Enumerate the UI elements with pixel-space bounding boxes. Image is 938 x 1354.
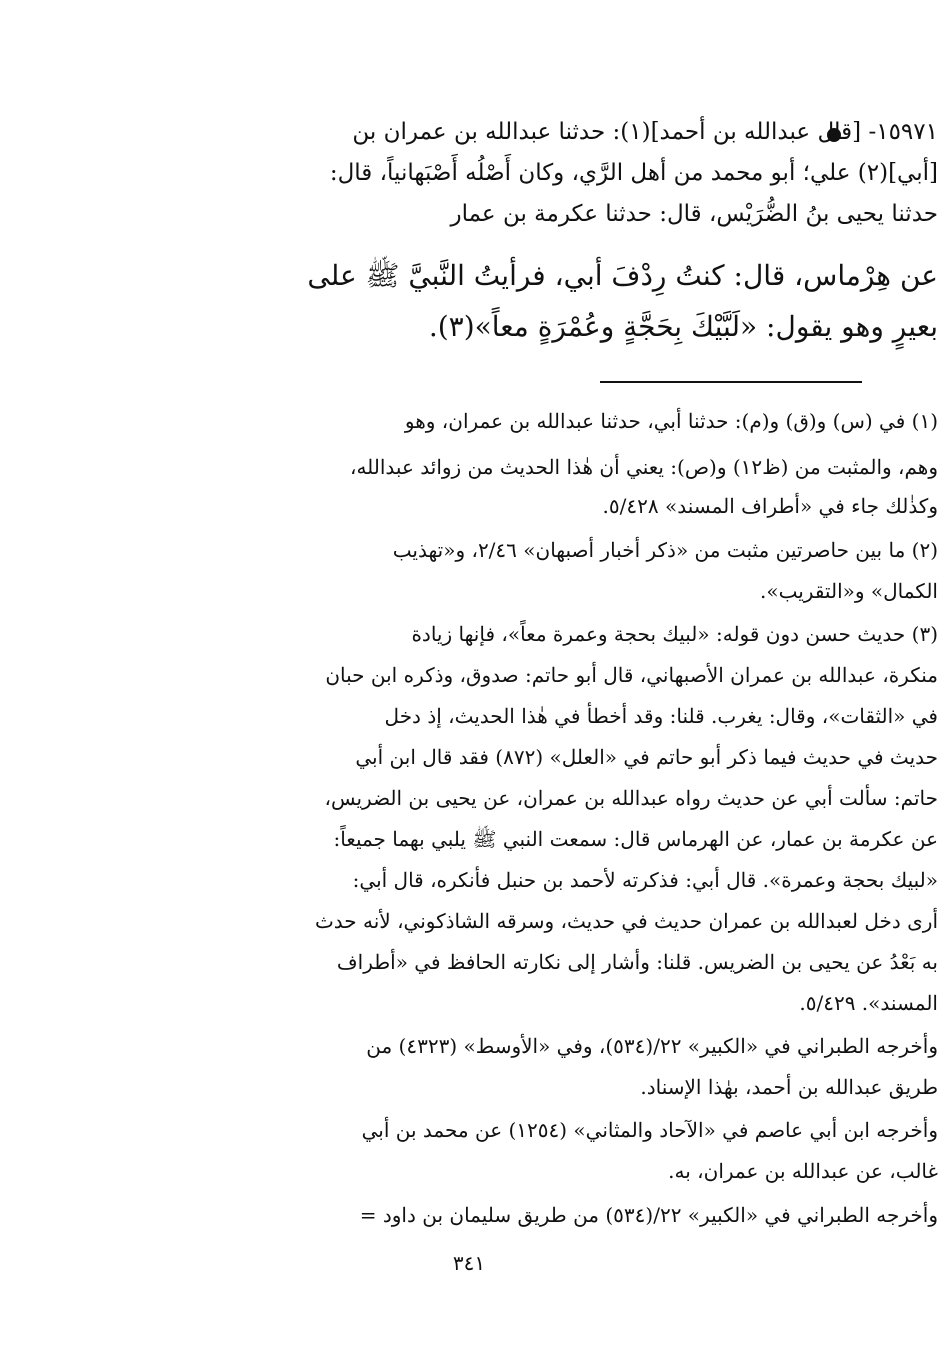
footnote-line: (٣) حديث حسن دون قوله: «لبيك بحجة وعمرة معاً»، فإنها زيادة bbox=[411, 622, 938, 646]
isnad-line: حدثنا يحيى بنُ الضُّرَيْس، قال: حدثنا عكرمة بن عمار bbox=[450, 201, 938, 227]
footnote-line: وأخرجه الطبراني في «الكبير» ٢٢/(٥٣٤) من طريق سليمان بن داود = bbox=[359, 1203, 938, 1227]
footnote-line: منكرة، عبدالله بن عمران الأصبهاني، قال أبو حاتم: صدوق، وذكره ابن حبان bbox=[325, 663, 938, 687]
isnad-line: [أبي](٢) علي؛ أبو محمد من أهل الرَّي، وكان أَصْلُه أَصْبَهانياً، قال: bbox=[329, 160, 938, 186]
footnote-line: طريق عبدالله بن أحمد، بهٰذا الإسناد. bbox=[640, 1075, 938, 1099]
footnote-line: (١) في (س) و(ق) و(م): حدثنا أبي، حدثنا عبدالله بن عمران، وهو bbox=[404, 409, 938, 433]
footnote-line: عن عكرمة بن عمار، عن الهرماس قال: سمعت النبي ﷺ يلبي بهما جميعاً: bbox=[333, 827, 938, 851]
footnote-line: وكذٰلك جاء في «أطراف المسند» ٥/٤٢٨. bbox=[602, 494, 938, 518]
footnote-line: غالب، عن عبدالله بن عمران، به. bbox=[668, 1159, 938, 1183]
matn-line: عن هِرْماس، قال: كنتُ رِدْفَ أبي، فرأيتُ النَّبيَّ ﷺ على bbox=[307, 259, 938, 292]
footnote-line: حاتم: سألت أبي عن حديث رواه عبدالله بن عمران، عن يحيى بن الضريس، bbox=[324, 786, 938, 810]
footnote-line: «لبيك بحجة وعمرة». قال أبي: فذكرته لأحمد بن حنبل فأنكره، قال أبي: bbox=[352, 868, 938, 892]
footnote-line: في «الثقات»، وقال: يغرب. قلنا: وقد أخطأ في هٰذا الحديث، إذ دخل bbox=[384, 704, 938, 728]
footnote-line: الكمال» و«التقريب». bbox=[759, 579, 938, 603]
footnote-line: أرى دخل لعبدالله بن عمران حديث في حديث، وسرقه الشاذكوني، لأنه حدث bbox=[314, 909, 938, 933]
footnote-line: به بَعْدُ عن يحيى بن الضريس. قلنا: وأشار إلى نكارته الحافظ في «أطراف bbox=[336, 950, 938, 974]
footnote-separator bbox=[600, 381, 862, 383]
isnad-line: ١٥٩٧١- [قال عبدالله بن أحمد](١): حدثنا عبدالله بن عمران بن bbox=[352, 119, 938, 145]
page-number: ٣٤١ bbox=[452, 1251, 486, 1275]
matn-line: بعيرٍ وهو يقول: «لَبَّيْكَ بِحَجَّةٍ وعُمْرَةٍ معاً»(٣). bbox=[428, 310, 938, 343]
footnote-line: (٢) ما بين حاصرتين مثبت من «ذكر أخبار أصبهان» ٢/٤٦، و«تهذيب bbox=[392, 538, 938, 562]
footnote-line: وهم، والمثبت من (ظ١٢) و(ص): يعني أن هٰذا الحديث من زوائد عبدالله، bbox=[349, 455, 938, 479]
footnote-line: وأخرجه الطبراني في «الكبير» ٢٢/(٥٣٤)، وفي «الأوسط» (٤٣٢٣) من bbox=[366, 1034, 938, 1058]
footnote-line: حديث في حديث فيما ذكر أبو حاتم في «العلل» (٨٧٢) فقد قال ابن أبي bbox=[355, 745, 938, 769]
footnote-line: وأخرجه ابن أبي عاصم في «الآحاد والمثاني» (١٢٥٤) عن محمد بن أبي bbox=[361, 1118, 938, 1142]
footnote-line: المسند». ٥/٤٢٩. bbox=[799, 991, 938, 1015]
